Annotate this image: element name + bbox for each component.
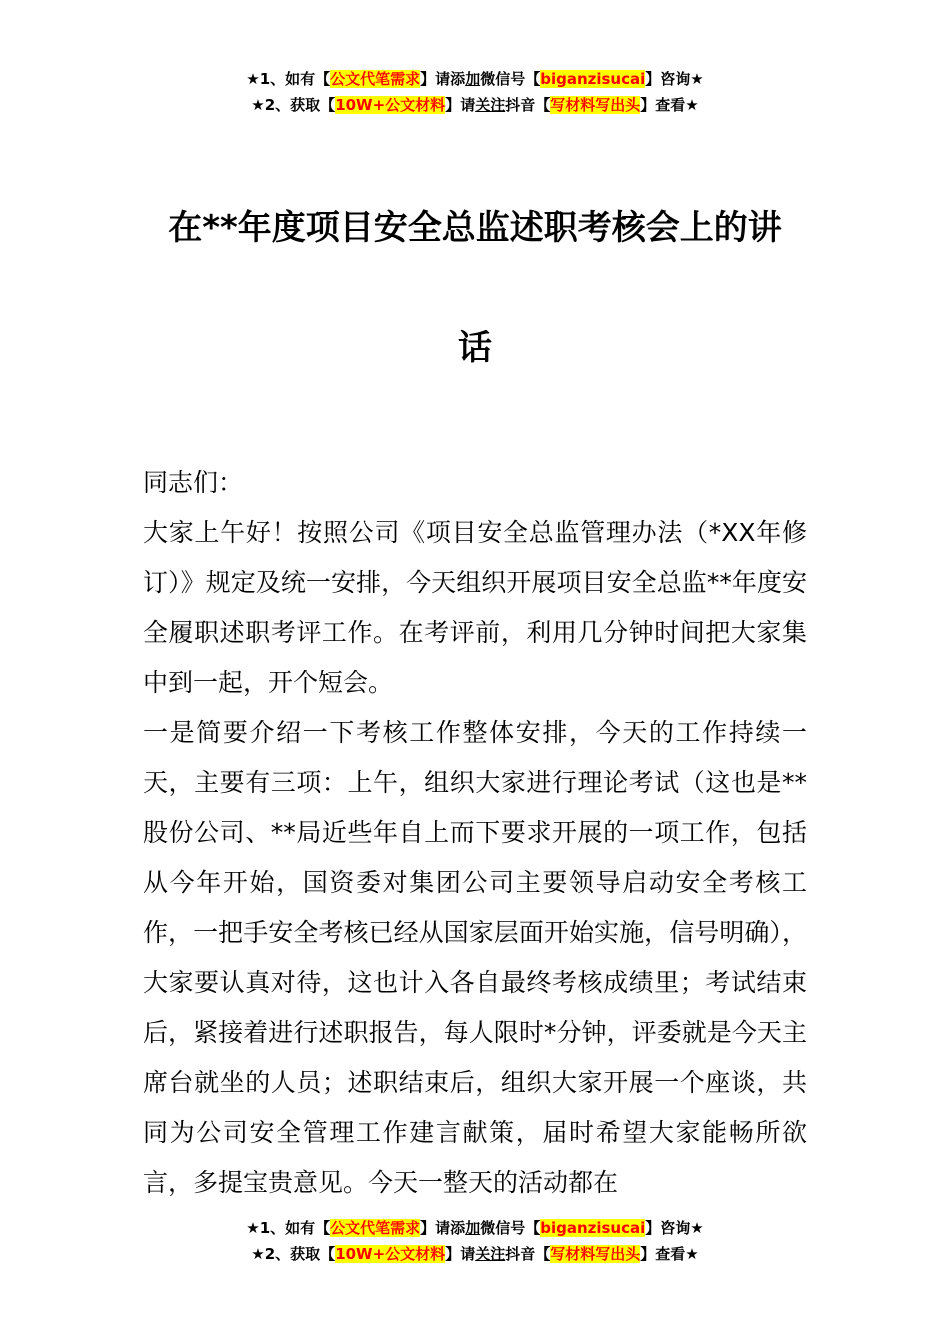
promo-underlined: 关注 (475, 1245, 506, 1263)
promo-text: ★1、如有【 (246, 1219, 331, 1237)
promo-highlight: 10W+公文材料 (335, 96, 446, 114)
promo-text: 】咨询★ (645, 70, 704, 88)
promo-text: ★2、获取【 (251, 96, 336, 114)
body-paragraph: 大家上午好！按照公司《项目安全总监管理办法（*XX年修订）》规定及统一安排，今天组织开展项目安全总监**年度安全履职述职考评工作。在考评前，利用几分钟时间把大家集中到一起，开个短会。 (143, 518, 807, 697)
promo-line-2 (0, 92, 950, 118)
promo-highlight-douyin: 写材料写出头 (550, 1245, 641, 1263)
promo-text: 微信号【 (480, 1219, 541, 1237)
promo-underlined: 加 (465, 70, 481, 88)
promo-text: ★2、获取【 (251, 1245, 336, 1263)
salutation: 同志们： (143, 468, 244, 497)
promo-text: ★1、如有【 (246, 70, 331, 88)
promo-text: 抖音【 (505, 96, 551, 114)
promo-text: 】请 (445, 96, 476, 114)
promo-line-2 (0, 1241, 950, 1267)
promo-text: 】请 (445, 1245, 476, 1263)
promo-highlight-wechat-id: biganzisucai (540, 1219, 646, 1237)
promo-text: 】查看★ (640, 96, 699, 114)
promo-line-1 (0, 66, 950, 92)
promo-underlined: 加 (465, 1219, 481, 1237)
promo-line-1 (0, 1215, 950, 1241)
document-title-line-1: 在**年度项目安全总监述职考核会上的讲 (168, 208, 782, 248)
promo-text: 】查看★ (640, 1245, 699, 1263)
body-paragraph: 一是简要介绍一下考核工作整体安排，今天的工作持续一天，主要有三项：上午，组织大家进行理论考试（这也是**股份公司、**局近些年自上而下要求开展的一项工作，包括从今年开始，国资委对集团公司主要领导启动安全考核工作，一把手安全考核已经从国家层面开始实施，信号明确），大家要认真对待，这也计入各自最终考核成绩里；考试结束后，紧接着进行述职报告，每人限时*分钟，评委就是今天主席台就坐的人员；述职结束后，组织大家开展一个座谈，共同为公司安全管理工作建言献策，届时希望大家能畅所欲言，多提宝贵意见。今天一整天的活动都在 (143, 718, 807, 1197)
header-promo-banner (0, 66, 950, 118)
promo-text: 抖音【 (505, 1245, 551, 1263)
promo-highlight-douyin: 写材料写出头 (550, 96, 641, 114)
promo-text: 】请添 (420, 70, 466, 88)
promo-highlight: 10W+公文材料 (335, 1245, 446, 1263)
promo-highlight: 公文代笔需求 (330, 1219, 421, 1237)
promo-text: 微信号【 (480, 70, 541, 88)
promo-text: 】咨询★ (645, 1219, 704, 1237)
promo-text: 】请添 (420, 1219, 466, 1237)
footer-promo-banner (0, 1215, 950, 1267)
promo-underlined: 关注 (475, 96, 506, 114)
promo-highlight: 公文代笔需求 (330, 70, 421, 88)
promo-highlight-wechat-id: biganzisucai (540, 70, 646, 88)
document-body (143, 458, 807, 1208)
document-title-line-2: 话 (458, 328, 492, 368)
